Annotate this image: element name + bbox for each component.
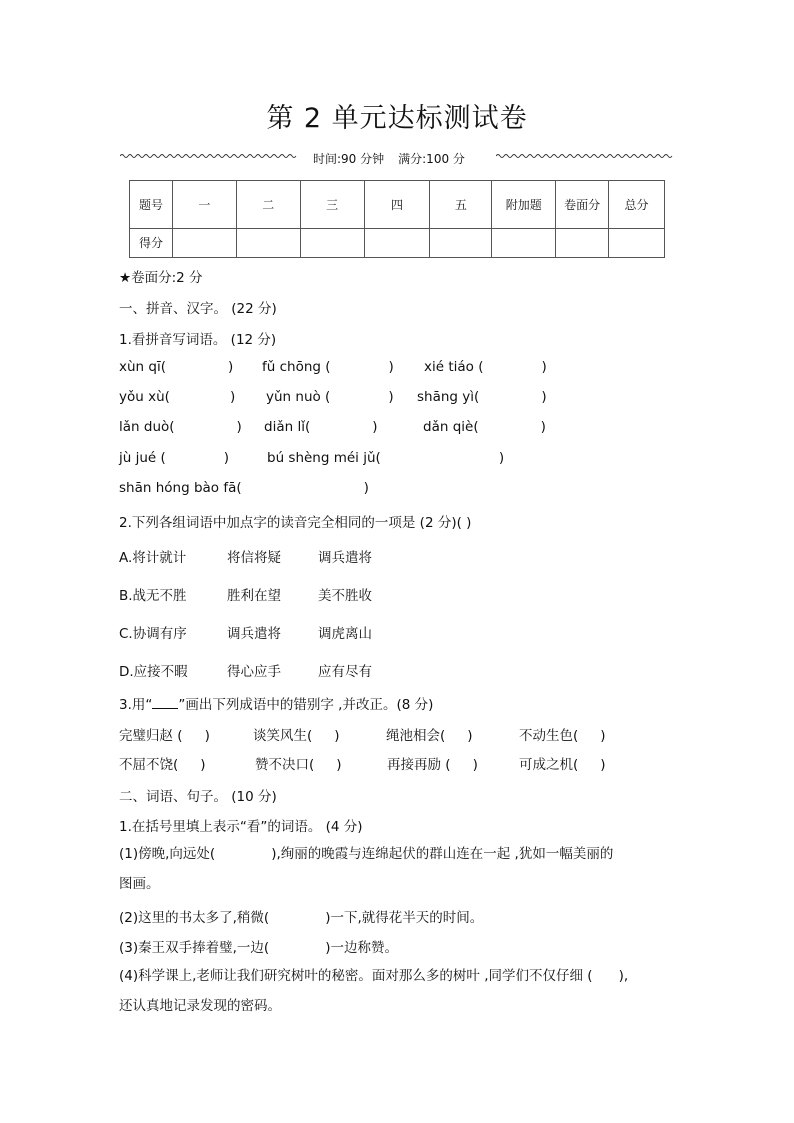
exam-time: 时间:90 分钟 bbox=[313, 152, 385, 166]
option-a-word: 调兵遣将 bbox=[318, 550, 372, 566]
score-header-cell: 二 bbox=[236, 181, 300, 229]
idiom-item: 谈笑风生( ) bbox=[253, 728, 340, 744]
pinyin-item: jù jué ( ) bbox=[119, 450, 230, 466]
sentence-1: (1)傍晚,向远处( ),绚丽的晚霞与连绵起伏的群山连在一起 ,犹如一幅美丽的 图画。 bbox=[119, 846, 614, 892]
section1-heading: 一、拼音、汉字。 (22 分) bbox=[119, 301, 277, 317]
idiom-item: 赞不决口( ) bbox=[255, 757, 342, 773]
pinyin-item: shāng yì( ) bbox=[417, 389, 547, 405]
idiom-item: 不动生色( ) bbox=[519, 728, 606, 744]
score-table bbox=[129, 180, 665, 258]
idiom-item: 不屈不饶( ) bbox=[119, 757, 206, 773]
option-b-word: 美不胜收 bbox=[318, 588, 372, 604]
score-header-cell: 三 bbox=[300, 181, 364, 229]
score-header-cell: 五 bbox=[430, 181, 492, 229]
pinyin-item: dǎn qiè( ) bbox=[423, 419, 546, 435]
pinyin-item: xùn qī( ) bbox=[119, 359, 234, 375]
q1-stem: 1.看拼音写词语。 (12 分) bbox=[119, 332, 277, 348]
idiom-item: 完璧归赵 ( ) bbox=[119, 728, 210, 744]
idiom-item: 可成之机( ) bbox=[519, 757, 606, 773]
option-b: B.战无不胜 bbox=[119, 588, 187, 604]
option-b-word: 胜利在望 bbox=[227, 588, 281, 604]
pinyin-item: xié tiáo ( ) bbox=[424, 359, 547, 375]
q3-stem: 3.用“ ”画出下列成语中的错别字 ,并改正。(8 分) bbox=[119, 697, 434, 713]
score-input-cell[interactable] bbox=[492, 228, 556, 257]
pinyin-item: shān hóng bào fā( ) bbox=[119, 480, 369, 496]
sentence-2: (2)这里的书太多了,稍微( )一下,就得花半天的时间。 bbox=[119, 910, 484, 926]
option-c: C.协调有序 bbox=[119, 626, 187, 642]
score-input-cell[interactable] bbox=[172, 228, 236, 257]
sentence-4: (4)科学课上,老师让我们研究树叶的秘密。面对那么多的树叶 ,同学们不仅仔细 ( ), 还认真地记录发现的密码。 bbox=[119, 968, 629, 1014]
exam-meta bbox=[313, 150, 465, 167]
option-c-word: 调兵遣将 bbox=[227, 626, 281, 642]
pinyin-item: bú shèng méi jǔ( ) bbox=[267, 450, 505, 466]
score-input-cell[interactable] bbox=[236, 228, 300, 257]
meta-line bbox=[120, 147, 674, 167]
page-title: 第 2 单元达标测试卷 bbox=[266, 103, 528, 134]
option-d: D.应接不暇 bbox=[119, 664, 188, 680]
neat-score-note: ★卷面分:2 分 bbox=[119, 270, 203, 286]
q2-stem: 2.下列各组词语中加点字的读音完全相同的一项是 (2 分)( ) bbox=[119, 515, 472, 531]
sentence-3: (3)秦王双手捧着璧,一边( )一边称赞。 bbox=[119, 940, 398, 956]
score-input-cell[interactable] bbox=[364, 228, 430, 257]
underline-mark bbox=[152, 696, 178, 709]
score-input-cell[interactable] bbox=[556, 228, 609, 257]
option-c-word: 调虎离山 bbox=[318, 626, 372, 642]
score-header-cell: 卷面分 bbox=[556, 181, 609, 229]
exam-full-score: 满分:100 分 bbox=[398, 152, 465, 166]
idiom-item: 绳池相会( ) bbox=[386, 728, 473, 744]
score-input-cell[interactable] bbox=[430, 228, 492, 257]
pinyin-item: fǔ chōng ( ) bbox=[262, 359, 394, 375]
idiom-item: 再接再励 ( ) bbox=[387, 757, 478, 773]
score-row-label: 得分 bbox=[130, 228, 173, 257]
option-a: A.将计就计 bbox=[119, 550, 187, 566]
score-header-cell: 题号 bbox=[130, 181, 173, 229]
score-header-cell: 一 bbox=[172, 181, 236, 229]
section2-heading: 二、词语、句子。 (10 分) bbox=[119, 789, 277, 805]
score-header-cell: 总分 bbox=[609, 181, 665, 229]
score-input-cell[interactable] bbox=[609, 228, 665, 257]
pinyin-item: lǎn duò( ) bbox=[119, 419, 242, 435]
pinyin-item: yǔn nuò ( ) bbox=[266, 389, 394, 405]
score-input-cell[interactable] bbox=[300, 228, 364, 257]
decorative-wave-left bbox=[120, 153, 298, 159]
score-header-cell: 四 bbox=[364, 181, 430, 229]
pinyin-item: diǎn lǐ( ) bbox=[264, 419, 378, 435]
option-d-word: 应有尽有 bbox=[318, 664, 372, 680]
pinyin-item: yǒu xù( ) bbox=[119, 389, 236, 405]
option-a-word: 将信将疑 bbox=[227, 550, 281, 566]
decorative-wave-right bbox=[496, 153, 674, 159]
option-d-word: 得心应手 bbox=[227, 664, 281, 680]
s2-q1-stem: 1.在括号里填上表示“看”的词语。 (4 分) bbox=[119, 819, 363, 835]
score-header-cell: 附加题 bbox=[492, 181, 556, 229]
